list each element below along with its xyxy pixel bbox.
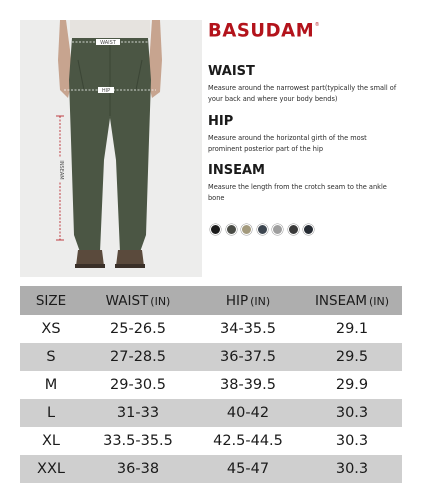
cell-size: XS xyxy=(20,315,82,343)
inseam-spec xyxy=(208,163,398,204)
brand-name: BASUDAM xyxy=(208,19,315,42)
inseam-tag: INSEAM xyxy=(58,160,64,180)
table-row xyxy=(20,427,402,455)
left-shoe xyxy=(76,250,104,266)
cell-hip: 42.5-44.5 xyxy=(194,427,302,455)
table-row xyxy=(20,315,402,343)
cell-size: XXL xyxy=(20,455,82,483)
table-body xyxy=(20,315,402,483)
waist-description: Measure around the narrowest part(typically the small of your back and where your body bends) xyxy=(208,84,397,103)
shirt xyxy=(70,20,150,38)
cell-size: XL xyxy=(20,427,82,455)
color-swatch[interactable] xyxy=(272,224,283,235)
cell-waist: 31-33 xyxy=(82,399,194,427)
inseam-title: INSEAM xyxy=(208,163,265,178)
color-swatch[interactable] xyxy=(226,224,237,235)
hip-title: HIP xyxy=(208,114,234,129)
cell-size: L xyxy=(20,399,82,427)
color-swatch[interactable] xyxy=(303,224,314,235)
brand-logo xyxy=(208,18,408,44)
cell-hip: 40-42 xyxy=(194,399,302,427)
cell-inseam: 29.1 xyxy=(302,315,402,343)
hip-tag: HIP xyxy=(101,88,111,94)
cell-inseam: 30.3 xyxy=(302,399,402,427)
info-panel xyxy=(208,18,408,202)
waist-spec xyxy=(208,64,398,105)
cell-waist: 27-28.5 xyxy=(82,343,194,371)
cell-hip: 38-39.5 xyxy=(194,371,302,399)
cell-hip: 34-35.5 xyxy=(194,315,302,343)
color-swatches xyxy=(210,224,314,235)
hip-spec xyxy=(208,114,398,155)
cell-inseam: 30.3 xyxy=(302,427,402,455)
table-row xyxy=(20,399,402,427)
table-header-row xyxy=(20,286,402,315)
model-photo xyxy=(20,20,202,277)
cell-size: M xyxy=(20,371,82,399)
registered-mark: ® xyxy=(315,22,319,28)
waist-tag: WAIST xyxy=(100,40,116,46)
color-swatch[interactable] xyxy=(288,224,299,235)
cell-waist: 33.5-35.5 xyxy=(82,427,194,455)
pants-illustration xyxy=(20,20,202,277)
header-hip: HIP (IN) xyxy=(194,286,302,315)
color-swatch[interactable] xyxy=(210,224,221,235)
size-chart-table xyxy=(20,286,402,483)
header-waist: WAIST (IN) xyxy=(82,286,194,315)
hip-description: Measure around the horizontal girth of the most prominent posterior part of the hip xyxy=(208,134,367,153)
cell-waist: 36-38 xyxy=(82,455,194,483)
cell-size: S xyxy=(20,343,82,371)
cell-hip: 45-47 xyxy=(194,455,302,483)
cell-hip: 36-37.5 xyxy=(194,343,302,371)
cell-inseam: 30.3 xyxy=(302,455,402,483)
table-row xyxy=(20,455,402,483)
right-shoe xyxy=(116,250,144,266)
table-row xyxy=(20,343,402,371)
cell-waist: 25-26.5 xyxy=(82,315,194,343)
color-swatch[interactable] xyxy=(257,224,268,235)
cell-waist: 29-30.5 xyxy=(82,371,194,399)
header-inseam: INSEAM (IN) xyxy=(302,286,402,315)
cell-inseam: 29.9 xyxy=(302,371,402,399)
color-swatch[interactable] xyxy=(241,224,252,235)
inseam-description: Measure the length from the crotch seam to the ankle bone xyxy=(208,183,387,202)
header-size: SIZE xyxy=(20,286,82,315)
table-row xyxy=(20,371,402,399)
waist-title: WAIST xyxy=(208,64,255,79)
cell-inseam: 29.5 xyxy=(302,343,402,371)
